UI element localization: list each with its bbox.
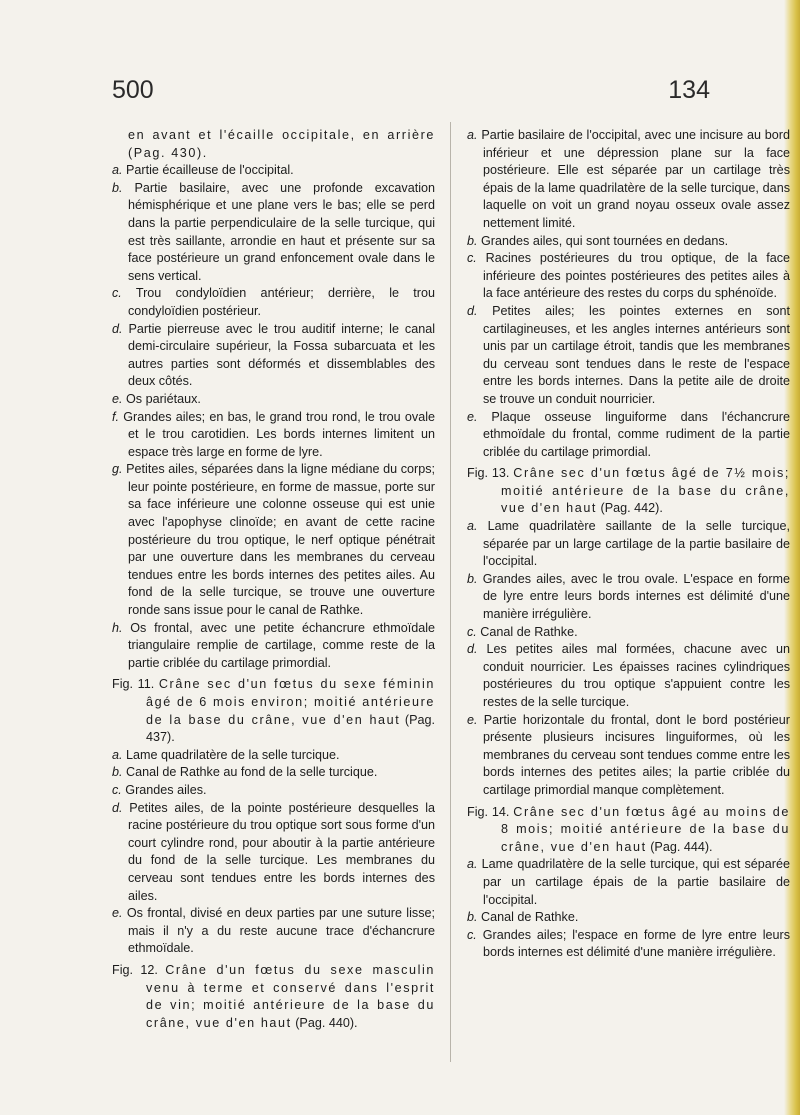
fig-page-ref: (Pag. 442). [600, 501, 663, 516]
legend-item [112, 391, 435, 409]
item-text: Plaque osseuse linguiforme dans l'échancrure ethmoïdale du frontal, comme rudiment de la partie criblée du cartilage primordial. [483, 409, 791, 459]
legend-item [467, 250, 790, 303]
item-text: Lame quadrilatère de la selle turcique, qui est séparée par un cartilage épais de la partie basilaire de l'occipital. [481, 857, 791, 907]
legend-item [467, 409, 790, 462]
item-label: c. [467, 624, 477, 639]
item-label: a. [112, 747, 123, 762]
item-label: e. [467, 712, 478, 727]
legend-item [467, 624, 790, 642]
item-label: d. [467, 303, 478, 318]
item-label: d. [467, 642, 478, 657]
legend-item [467, 571, 790, 624]
legend-item [112, 321, 435, 391]
fig-page-ref: (Pag. 440). [295, 1015, 358, 1030]
column-divider [450, 122, 451, 1062]
item-label: a. [467, 519, 478, 534]
legend-item [467, 927, 790, 962]
item-label: a. [467, 857, 478, 872]
legend-item [112, 620, 435, 673]
item-text: Partie horizontale du frontal, dont le bord postérieur présente plusieurs incisures linguiformes, où les membranes du cerveau sont tendues comme entre les bords internes des petites ailes; la partie criblée du cartilage primordial manque complètement. [483, 712, 791, 797]
item-label: c. [467, 927, 477, 942]
legend-item [467, 856, 790, 909]
legend-item [467, 641, 790, 711]
fig13-legend [467, 518, 790, 800]
item-text: Lame quadrilatère saillante de la selle turcique, séparée par un large cartilage de la partie basilaire de l'occipital. [483, 519, 791, 569]
left-column [112, 127, 435, 1032]
item-text: Partie écailleuse de l'occipital. [126, 163, 294, 178]
item-text: Os pariétaux. [126, 391, 201, 406]
item-label: e. [112, 906, 123, 921]
item-label: a. [112, 163, 123, 178]
fig-title: Crâne sec d'un fœtus du sexe féminin âgé de 6 mois environ; moitié antérieure de la base du crâne, vue d'en haut [146, 677, 435, 727]
legend-item [467, 909, 790, 927]
fig-title: Crâne sec d'un fœtus âgé de 7½ mois; moitié antérieure de la base du crâne, vue d'en haut [501, 466, 791, 516]
item-label: c. [112, 782, 122, 797]
item-label: a. [467, 128, 478, 142]
intro-text: en avant et l'écaille occipitale, en arrière (Pag. 430). [128, 128, 435, 160]
item-label: h. [112, 620, 123, 635]
fig-prefix: Fig. 12. [112, 962, 158, 977]
item-label: b. [112, 180, 123, 195]
item-label: d. [112, 321, 123, 336]
fig-prefix: Fig. 13. [467, 466, 510, 481]
item-text: Racines postérieures du trou optique, de la face inférieure des pointes postérieures des petites ailes à la face antérieure des restes du corps du sphénoïde. [483, 251, 791, 301]
item-text: Petites ailes; les pointes externes en sont cartilagineuses, et les angles internes antérieurs sont unis par un cartilage étroit, tandis que les membranes du cerveau sont tendues dans le reste de l'espace entre les bords internes. Dans la petite aile de droite se trouve un conduit nourricier. [483, 303, 791, 406]
left-page-number: 500 [112, 76, 154, 104]
legend-item [112, 905, 435, 958]
item-text: Lame quadrilatère de la selle turcique. [126, 747, 340, 762]
item-label: f. [112, 409, 119, 424]
legend-item [112, 285, 435, 320]
fig-page-ref: (Pag. 437). [146, 712, 435, 745]
fig-title: Crâne sec d'un fœtus âgé au moins de 8 mois; moitié antérieure de la base du crâne, vue d'en haut [501, 804, 791, 854]
fig-prefix: Fig. 11. [112, 677, 155, 692]
right-page-number: 134 [668, 76, 710, 104]
legend-item [112, 180, 435, 286]
item-text: Canal de Rathke. [481, 910, 579, 925]
fig10-legend [112, 162, 435, 672]
fig-prefix: Fig. 14. [467, 804, 510, 819]
item-text: Grandes ailes; l'espace en forme de lyre entre leurs bords internes est délimité d'une manière irrégulière. [482, 927, 791, 960]
item-text: Os frontal, avec une petite échancrure ethmoïdale triangulaire remplie de cartilage, comme reste de la partie criblée du cartilage primordial. [128, 620, 436, 670]
legend-item [112, 747, 435, 765]
item-text: Grandes ailes, qui sont tournées en dedans. [481, 233, 729, 248]
fig14-caption [467, 804, 790, 857]
item-text: Trou condyloïdien antérieur; derrière, le trou condyloïdien postérieur. [128, 286, 435, 318]
fig12-caption [112, 962, 435, 1032]
item-text: Grandes ailes; en bas, le grand trou rond, le trou ovale et le trou carotidien. Les bords internes limitent un espace très large en forme de lyre. [123, 409, 435, 459]
legend-item [112, 782, 435, 800]
item-label: g. [112, 462, 123, 477]
legend-item [467, 712, 790, 800]
right-column [467, 127, 790, 962]
item-label: b. [467, 910, 478, 925]
item-label: c. [112, 286, 122, 301]
fig-page-ref: (Pag. 444). [650, 839, 713, 854]
legend-item [467, 127, 790, 233]
item-text: Petites ailes, de la pointe postérieure desquelles la racine postérieure du trou optique sort sous forme d'un court cylindre rond, pour aboutir à la partie antérieure du fond de la selle turcique. Les membranes du cerveau sont tendues entre les bords internes des ailes. [128, 800, 435, 903]
item-label: b. [112, 765, 123, 780]
item-label: b. [467, 233, 478, 248]
legend-item [467, 303, 790, 409]
fig11-legend [112, 747, 435, 958]
legend-item [112, 800, 435, 906]
item-text: Les petites ailes mal formées, chacune avec un conduit nourricier. Les épaisses racines cylindriques postérieures du trou optique s'appuient contre les restes de la selle turcique. [483, 642, 791, 709]
item-text: Partie pierreuse avec le trou auditif interne; le canal demi-circulaire supérieur, la Fossa subarcuata et les autres parties sont déformés et dissemblables des deux côtés. [128, 321, 436, 389]
legend-item [112, 162, 435, 180]
item-text: Os frontal, divisé en deux parties par une suture lisse; mais il n'y a du reste aucune trace d'échancrure ethmoïdale. [126, 906, 436, 956]
legend-item [467, 518, 790, 571]
fig11-caption [112, 676, 435, 746]
item-label: c. [467, 251, 477, 266]
item-label: e. [467, 409, 478, 424]
fig12-legend [467, 127, 790, 461]
fig14-legend [467, 856, 790, 962]
fig-title: Crâne d'un fœtus du sexe masculin venu à terme et conservé dans l'esprit de vin; moitié antérieure de la base du crâne, vue d'en haut [146, 962, 436, 1030]
item-text: Grandes ailes, avec le trou ovale. L'espace en forme de lyre entre leurs bords internes est délimité d'une manière irrégulière. [482, 571, 791, 622]
legend-item [467, 233, 790, 251]
legend-item [112, 409, 435, 462]
item-text: Canal de Rathke au fond de la selle turcique. [126, 765, 378, 780]
item-label: d. [112, 800, 123, 815]
legend-item [112, 461, 435, 619]
item-label: e. [112, 391, 123, 406]
item-text: Petites ailes, séparées dans la ligne médiane du corps; leur pointe postérieure, en forme de massue, porte sur sa face inférieure une colonne osseuse qui est unie avec l'apophyse clinoïde; en avant de cette racine postérieure du trou optique, le nerf optique pénétrait par une ouverture dans les membranes du cerveau tendues entre les bords internes des petites ailes. Au fond de la selle turcique, se trouve une ouverture ronde sans issue pour le canal de Rathke. [126, 462, 436, 618]
item-text: Grandes ailes. [125, 782, 207, 797]
item-text: Partie basilaire de l'occipital, avec une incisure au bord inférieur et une dépression plane sur la face postérieure. Elle est séparée par un cartilage très épais de la lame quadrilatère de la selle turcique, dans laquelle on voit un grand noyau osseux ovale assez nettement limité. [481, 128, 790, 230]
item-text: Canal de Rathke. [480, 624, 578, 639]
item-label: b. [467, 571, 478, 586]
legend-item [112, 764, 435, 782]
item-text: Partie basilaire, avec une profonde excavation hémisphérique et une plane vers le bas; elle se perd dans la partie perpendiculaire de la selle turcique, qui est très saillante, arrondie en haut et présente sur sa face postérieure un grand enfoncement ovale dans le sens vertical. [128, 180, 436, 283]
fig13-caption [467, 465, 790, 518]
